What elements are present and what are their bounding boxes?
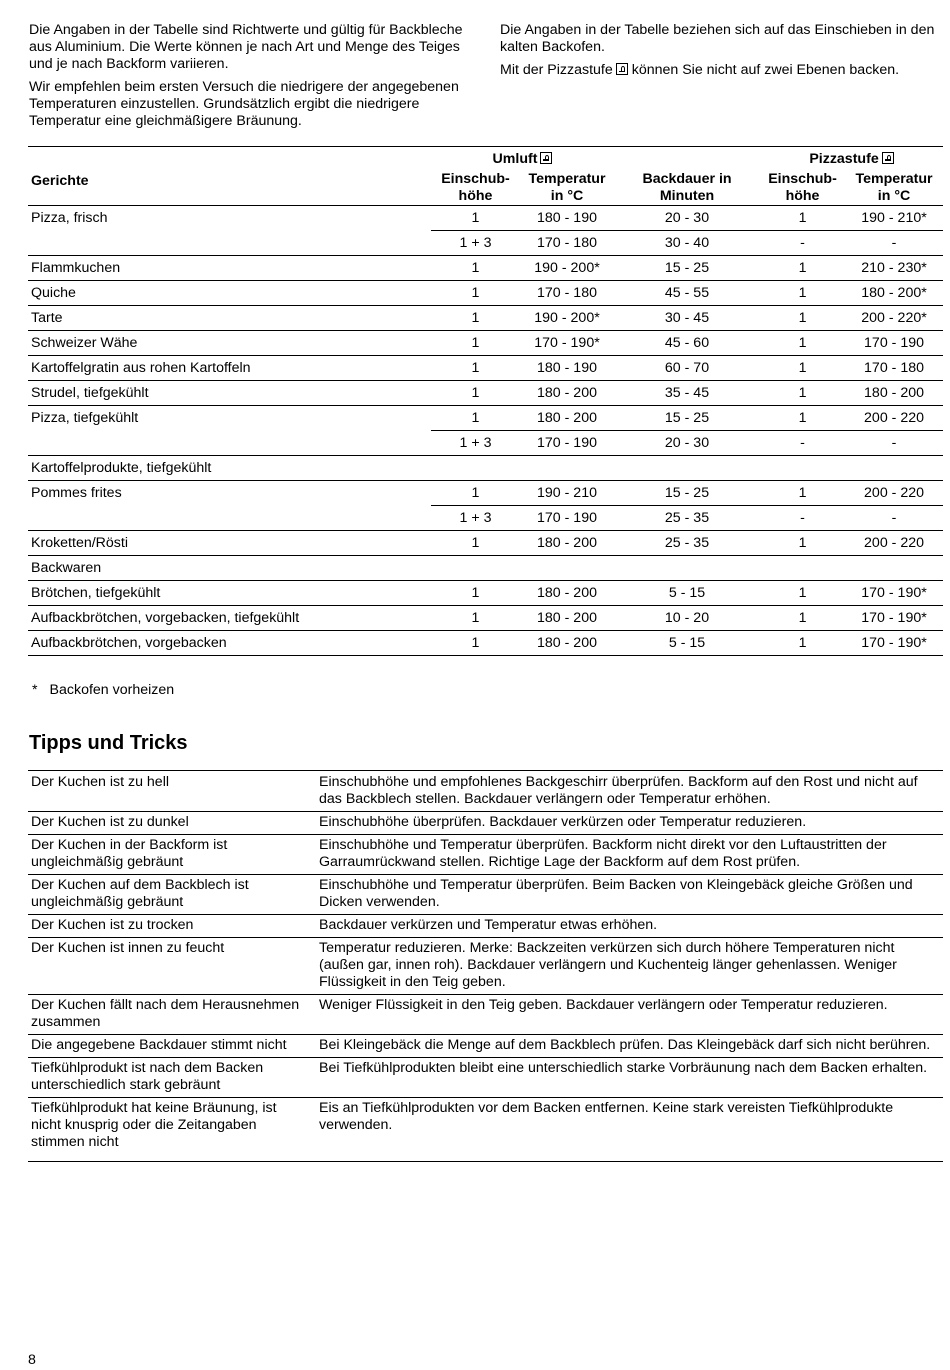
temp-pizza-value: 200 - 220*: [845, 306, 943, 331]
temp-pizza-value: 170 - 190*: [861, 584, 927, 601]
table-row: [28, 356, 943, 381]
temp-value: 180 - 190: [520, 206, 614, 231]
time-value: 30 - 45: [614, 306, 760, 331]
baking-table: [28, 146, 943, 656]
tips-row: [28, 995, 943, 1035]
shelf-pizza-value: 1: [760, 356, 845, 381]
time-value: 5 - 15: [614, 631, 760, 656]
temp-pizza-value: -: [845, 506, 943, 531]
shelf-pizza-value: 1: [798, 484, 807, 501]
footnote-mark: *: [32, 682, 38, 698]
tip-solution: Bei Tiefkühlprodukten bleibt eine unterschiedlich starke Vorbräunung nach dem Backen erhalten.: [315, 1058, 943, 1098]
dish-name: [28, 231, 431, 256]
table-row: [28, 231, 943, 256]
tip-problem: Der Kuchen ist zu trocken: [28, 915, 315, 938]
intro-paragraph-2: Wir empfehlen beim ersten Versuch die niedrigere der angegebenen Temperaturen einzustellen. Grundsätzlich ergibt die niedrigere Temperatur eine gleichmäßigere Bräunung.: [29, 79, 459, 129]
tip-solution: Einschubhöhe und Temperatur überprüfen. Backform nicht direkt vor den Luftaustritten der Garraumrückwand stellen. Richtige Lage der Backform auf dem Rost prüfen.: [315, 835, 943, 875]
time-value: 5 - 15: [668, 584, 706, 601]
section-row: [28, 456, 943, 481]
shelf-pizza-value: -: [760, 231, 845, 256]
table-row: [28, 481, 943, 506]
dish-name: Aufbackbrötchen, vorgebacken: [28, 631, 431, 656]
temp-value: 190 - 210: [537, 484, 597, 501]
temp-value: 170 - 190*: [520, 331, 614, 356]
time-value: 25 - 35: [614, 506, 760, 531]
temp-pizza-value: 200 - 220: [845, 531, 943, 556]
time-value: 20 - 30: [614, 206, 760, 231]
intro-paragraph-1: Die Angaben in der Tabelle sind Richtwerte und gültig für Backbleche aus Aluminium. Die Werte können je nach Art und Menge des Teiges und je nach Backform variieren.: [29, 22, 463, 72]
table-row: [28, 206, 943, 231]
table-row: [28, 281, 943, 306]
tips-row: [28, 771, 943, 812]
shelf-value: 1: [471, 484, 480, 501]
shelf-value: 1: [431, 206, 520, 231]
shelf-pizza-value: 1: [760, 281, 845, 306]
dish-name: Pizza, tiefgekühlt: [28, 406, 431, 431]
dish-name: [28, 506, 431, 531]
pizzastufe-note-end: können Sie nicht auf zwei Ebenen backen.: [631, 62, 900, 78]
tip-solution: Einschubhöhe überprüfen. Backdauer verkürzen oder Temperatur reduzieren.: [315, 812, 943, 835]
temp-value: 180 - 200: [537, 584, 597, 601]
shelf-pizza-value: 1: [760, 406, 845, 431]
temp-value: 170 - 180: [520, 281, 614, 306]
dish-name: Strudel, tiefgekühlt: [28, 381, 431, 406]
shelf-value: 1: [431, 606, 520, 631]
time-value: 45 - 55: [614, 281, 760, 306]
shelf-value: 1: [431, 331, 520, 356]
time-value: 45 - 60: [614, 331, 760, 356]
tip-problem: Die angegebene Backdauer stimmt nicht: [28, 1035, 315, 1058]
temp-value: 170 - 180: [520, 231, 614, 256]
shelf-pizza-value: 1: [798, 584, 807, 601]
dish-name: Flammkuchen: [28, 256, 431, 281]
table-row: [28, 581, 943, 606]
shelf-pizza-value: -: [760, 431, 845, 456]
shelf-pizza-value: 1: [760, 631, 845, 656]
dish-name: Pommes frites: [31, 484, 122, 501]
temp-pizza-value: -: [845, 431, 943, 456]
dish-name: Aufbackbrötchen, vorgebacken, tiefgekühlt: [28, 606, 431, 631]
section-row: [28, 556, 943, 581]
temp-pizza-value: 200 - 220: [864, 484, 924, 501]
temp-pizza-value: 200 - 220: [845, 406, 943, 431]
table-row: [28, 306, 943, 331]
tips-row: [28, 1035, 943, 1058]
pizzastufe-icon: [616, 63, 628, 75]
header-temp: Temperatur in °C: [528, 171, 606, 204]
intro-paragraph-4: [500, 62, 944, 79]
time-value: 10 - 20: [614, 606, 760, 631]
umluft-header: Umluft: [431, 147, 614, 172]
shelf-value: 1: [431, 531, 520, 556]
table-row: [28, 531, 943, 556]
shelf-value: 1: [431, 256, 520, 281]
tips-row: [28, 1058, 943, 1098]
tips-table: [28, 770, 943, 1162]
shelf-pizza-value: 1: [760, 206, 845, 231]
temp-pizza-value: -: [845, 231, 943, 256]
shelf-value: 1: [431, 631, 520, 656]
shelf-value: 1 + 3: [431, 231, 520, 256]
temp-value: 190 - 200*: [520, 256, 614, 281]
time-value: 35 - 45: [614, 381, 760, 406]
tip-problem: Tiefkühlprodukt ist nach dem Backen unterschiedlich stark gebräunt: [28, 1058, 315, 1098]
table-row: [28, 506, 943, 531]
tip-solution: Bei Kleingebäck die Menge auf dem Backblech prüfen. Das Kleingebäck darf sich nicht berühren.: [315, 1035, 943, 1058]
header-temp-pizza: Temperatur in °C: [855, 171, 933, 204]
table-row: [28, 406, 943, 431]
dish-name: Tarte: [28, 306, 431, 331]
tips-row: [28, 875, 943, 915]
table-row: [28, 331, 943, 356]
umluft-icon: [540, 152, 552, 164]
shelf-value: 1 + 3: [431, 431, 520, 456]
tip-problem: Der Kuchen ist zu dunkel: [28, 812, 315, 835]
table-row: [28, 256, 943, 281]
header-time: Backdauer in Minuten: [642, 171, 732, 204]
table-row: [28, 631, 943, 656]
shelf-pizza-value: 1: [760, 381, 845, 406]
temp-pizza-value: 170 - 190: [845, 331, 943, 356]
page-number: 8: [28, 1352, 36, 1368]
shelf-pizza-value: 1: [760, 256, 845, 281]
pizzastufe-header: Pizzastufe: [760, 147, 943, 172]
tips-row: [28, 835, 943, 875]
temp-value: 190 - 200*: [520, 306, 614, 331]
tip-problem: Der Kuchen ist zu hell: [28, 771, 315, 812]
tip-solution: Einschubhöhe und Temperatur überprüfen. Beim Backen von Kleingebäck gleiche Größen und Dicken verwenden.: [315, 875, 943, 915]
dish-name: Kroketten/Rösti: [28, 531, 431, 556]
temp-pizza-value: 180 - 200*: [845, 281, 943, 306]
time-value: 20 - 30: [614, 431, 760, 456]
shelf-pizza-value: 1: [760, 606, 845, 631]
time-value: 15 - 25: [614, 406, 760, 431]
header-shelf: Einschub- höhe: [441, 171, 510, 204]
temp-value: 180 - 190: [520, 356, 614, 381]
shelf-pizza-value: 1: [760, 306, 845, 331]
tips-row: [28, 1098, 943, 1162]
temp-value: 180 - 200: [520, 381, 614, 406]
shelf-value: 1 + 3: [431, 506, 520, 531]
shelf-pizza-value: 1: [760, 331, 845, 356]
dish-name: [28, 431, 431, 456]
tip-solution: Einschubhöhe und empfohlenes Backgeschirr überprüfen. Backform auf den Rost und nicht auf das Backblech stellen. Backdauer verlängern oder Temperatur erhöhen.: [315, 771, 943, 812]
intro-paragraph-3: Die Angaben in der Tabelle beziehen sich auf das Einschieben in den kalten Backofen.: [500, 22, 935, 55]
temp-value: 180 - 200: [520, 631, 614, 656]
table-row: [28, 381, 943, 406]
table-row: [28, 431, 943, 456]
shelf-value: 1: [431, 406, 520, 431]
tips-row: [28, 915, 943, 938]
tip-problem: Der Kuchen ist innen zu feucht: [28, 938, 315, 995]
dish-name: Pizza, frisch: [28, 206, 431, 231]
temp-value: 180 - 200: [520, 406, 614, 431]
shelf-value: 1: [431, 356, 520, 381]
temp-pizza-value: 180 - 200: [845, 381, 943, 406]
dish-name: Kartoffelgratin aus rohen Kartoffeln: [28, 356, 431, 381]
temp-value: 180 - 200: [520, 606, 614, 631]
dish-name: Brötchen, tiefgekühlt: [31, 584, 161, 601]
time-value: 30 - 40: [614, 231, 760, 256]
temp-value: 170 - 190: [520, 431, 614, 456]
tip-problem: Der Kuchen in der Backform ist ungleichmäßig gebräunt: [28, 835, 315, 875]
tip-solution: Temperatur reduzieren. Merke: Backzeiten verkürzen sich durch höhere Temperaturen nicht (außen gar, innen roh). Backdauer verlängern und Kuchenteig länger gehenlassen. Weniger Flüssigkeit in den Teig geben.: [315, 938, 943, 995]
time-value: 25 - 35: [614, 531, 760, 556]
intro-left-column: [29, 22, 477, 136]
shelf-value: 1: [431, 381, 520, 406]
dish-name: Quiche: [28, 281, 431, 306]
tip-solution: Eis an Tiefkühlprodukten vor dem Backen entfernen. Keine stark vereisten Tiefkühlprodukte verwenden.: [315, 1098, 943, 1162]
tip-problem: Tiefkühlprodukt hat keine Bräunung, ist nicht knusprig oder die Zeitangaben stimmen nicht: [28, 1098, 315, 1162]
temp-pizza-value: 210 - 230*: [845, 256, 943, 281]
tips-row: [28, 812, 943, 835]
section-label: Kartoffelprodukte, tiefgekühlt: [28, 456, 943, 481]
temp-pizza-value: 170 - 190*: [845, 606, 943, 631]
tip-problem: Der Kuchen auf dem Backblech ist ungleichmäßig gebräunt: [28, 875, 315, 915]
temp-value: 170 - 190: [520, 506, 614, 531]
shelf-value: 1: [471, 584, 480, 601]
tip-solution: Weniger Flüssigkeit in den Teig geben. Backdauer verlängern oder Temperatur reduzieren.: [315, 995, 943, 1035]
pizzastufe-note-start: Mit der Pizzastufe: [500, 62, 613, 78]
section-label: Backwaren: [28, 556, 943, 581]
dish-name: Schweizer Wähe: [28, 331, 431, 356]
header-shelf-pizza: Einschub- höhe: [768, 171, 837, 204]
time-value: 15 - 25: [614, 256, 760, 281]
shelf-value: 1: [431, 306, 520, 331]
table-row: [28, 606, 943, 631]
header-dish: Gerichte: [31, 173, 89, 189]
footnote: [32, 682, 186, 699]
temp-pizza-value: 170 - 190*: [845, 631, 943, 656]
temp-pizza-value: 170 - 180: [845, 356, 943, 381]
intro-right-column: [500, 22, 944, 85]
time-value: 60 - 70: [614, 356, 760, 381]
tips-title: Tipps und Tricks: [29, 732, 188, 754]
pizzastufe-icon: [882, 152, 894, 164]
shelf-pizza-value: -: [760, 506, 845, 531]
footnote-text: Backofen vorheizen: [49, 682, 175, 698]
shelf-value: 1: [431, 281, 520, 306]
tips-row: [28, 938, 943, 995]
temp-pizza-value: 190 - 210*: [845, 206, 943, 231]
shelf-pizza-value: 1: [760, 531, 845, 556]
time-value: 15 - 25: [664, 484, 710, 501]
temp-value: 180 - 200: [520, 531, 614, 556]
tip-solution: Backdauer verkürzen und Temperatur etwas erhöhen.: [315, 915, 943, 938]
tip-problem: Der Kuchen fällt nach dem Herausnehmen zusammen: [28, 995, 315, 1035]
